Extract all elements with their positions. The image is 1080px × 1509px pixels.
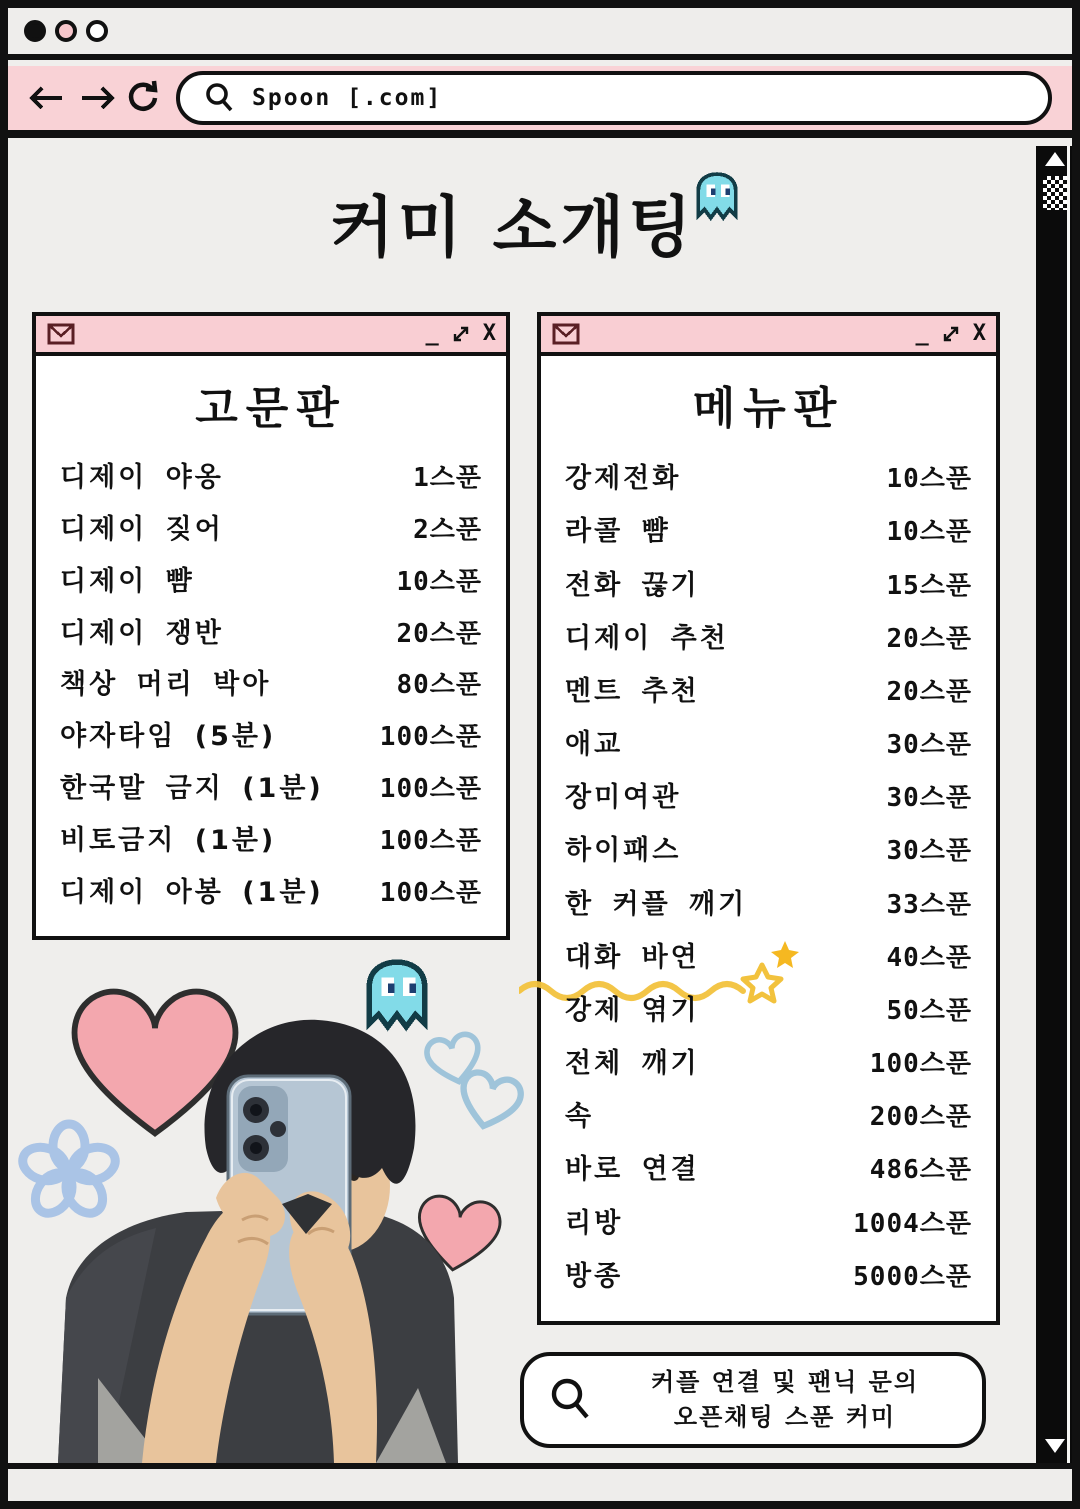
item-name: 디제이 뺨: [60, 565, 195, 597]
panel-gomun-titlebar: [36, 316, 506, 356]
item-price: 30스푼: [886, 730, 972, 761]
item-name: 방종: [565, 1260, 624, 1292]
item-name: 디제이 야옹: [60, 461, 224, 493]
item-name: 라콜 뺨: [565, 516, 671, 548]
menu-item-row: [60, 766, 482, 805]
contact-search-button[interactable]: [520, 1352, 986, 1448]
status-bar: [8, 1463, 1072, 1501]
page-content: [8, 146, 1072, 1463]
minimize-icon[interactable]: _: [915, 321, 929, 346]
contact-line2: 오픈채팅 스푼 커미: [673, 1403, 897, 1431]
reload-icon[interactable]: [124, 79, 162, 117]
menu-item-row: [565, 563, 972, 602]
item-price: 33스푼: [886, 889, 972, 920]
item-price: 50스푼: [886, 995, 972, 1026]
close-icon[interactable]: X: [482, 321, 496, 346]
item-price: 20스푼: [396, 618, 482, 649]
item-price: 2스푼: [413, 514, 482, 545]
item-price: 20스푼: [886, 623, 972, 654]
ghost-pixel-icon: [692, 166, 742, 228]
item-name: 디제이 아봉 (1분): [60, 877, 324, 909]
item-price: 15스푼: [886, 570, 972, 601]
browser-navbar: [8, 66, 1072, 138]
envelope-icon: [551, 321, 581, 347]
item-price: 1004스푼: [853, 1208, 972, 1239]
menu-item-row: [565, 988, 972, 1027]
contact-text: [612, 1365, 958, 1435]
menu-item-row: [60, 662, 482, 701]
menu-item-row: [565, 828, 972, 867]
item-name: 책상 머리 박아: [60, 669, 272, 701]
item-price: 486스푼: [869, 1155, 972, 1186]
item-price: 40스푼: [886, 942, 972, 973]
item-name: 속: [565, 1101, 595, 1133]
item-price: 10스푼: [396, 566, 482, 597]
selfie-photo: [46, 998, 470, 1463]
panel-menu-heading: 메뉴판: [692, 383, 845, 434]
menu-item-row: [60, 559, 482, 598]
item-name: 전화 끊기: [565, 569, 700, 601]
panel-gomun: [32, 312, 510, 940]
item-price: 100스푼: [379, 722, 482, 753]
item-name: 대화 바연: [565, 941, 700, 973]
menu-item-row: [565, 669, 972, 708]
menu-item-row: [565, 456, 972, 495]
scrollbar-edge: [1067, 146, 1070, 1463]
address-bar[interactable]: [176, 71, 1052, 125]
item-name: 전체 깨기: [565, 1048, 700, 1080]
item-name: 강제 엮기: [565, 994, 700, 1026]
item-price: 10스푼: [886, 464, 972, 495]
item-name: 한국말 금지 (1분): [60, 773, 324, 805]
menu-item-row: [565, 1041, 972, 1080]
address-text[interactable]: Spoon [.com]: [252, 85, 443, 111]
search-icon: [548, 1376, 592, 1424]
menu-item-row: [565, 509, 972, 548]
item-price: 30스푼: [886, 783, 972, 814]
menu-item-row: [565, 1147, 972, 1186]
item-name: 애교: [565, 729, 624, 761]
item-name: 디제이 쟁반: [60, 617, 224, 649]
scroll-down-icon[interactable]: [1045, 1439, 1065, 1453]
panel-menu: [537, 312, 1000, 1325]
item-name: 야자타임 (5분): [60, 721, 277, 753]
menu-item-row: [565, 1254, 972, 1293]
menu-item-row: [60, 611, 482, 650]
forward-arrow-icon[interactable]: [76, 81, 116, 115]
menu-item-row: [565, 1094, 972, 1133]
item-price: 100스푼: [869, 1049, 972, 1080]
window-titlebar: [8, 8, 1072, 60]
contact-line1: 커플 연결 및 팬닉 문의: [650, 1368, 920, 1397]
menu-item-row: [565, 616, 972, 655]
item-name: 리방: [565, 1207, 624, 1239]
resize-icon[interactable]: [451, 324, 471, 344]
item-name: 비토금지 (1분): [60, 825, 277, 857]
item-name: 하이패스: [565, 835, 682, 867]
resize-icon[interactable]: [941, 324, 961, 344]
back-arrow-icon[interactable]: [28, 81, 68, 115]
menu-item-row: [565, 882, 972, 921]
minimize-icon[interactable]: _: [425, 321, 439, 346]
menu-item-row: [565, 722, 972, 761]
item-name: 바로 연결: [565, 1154, 700, 1186]
envelope-icon: [46, 321, 76, 347]
item-price: 10스푼: [886, 517, 972, 548]
item-price: 100스푼: [379, 826, 482, 857]
item-price: 5000스푼: [853, 1261, 972, 1292]
item-price: 80스푼: [396, 670, 482, 701]
window-button-maximize-icon[interactable]: [86, 20, 108, 42]
item-price: 20스푼: [886, 676, 972, 707]
scroll-up-icon[interactable]: [1045, 152, 1065, 166]
item-name: 한 커플 깨기: [565, 888, 748, 920]
menu-item-row: [60, 870, 482, 909]
menu-item-row: [565, 1201, 972, 1240]
item-price: 30스푼: [886, 836, 972, 867]
menu-item-row: [60, 714, 482, 753]
panel-menu-rows: [541, 438, 996, 1321]
item-price: 100스푼: [379, 878, 482, 909]
menu-item-row: [60, 818, 482, 857]
item-price: 1스푼: [413, 462, 482, 493]
item-name: 디제이 짖어: [60, 513, 224, 545]
panel-gomun-heading: 고문판: [195, 383, 347, 434]
item-name: 멘트 추천: [565, 675, 700, 707]
menu-item-row: [565, 775, 972, 814]
item-price: 100스푼: [379, 774, 482, 805]
window-button-close-icon[interactable]: [24, 20, 46, 42]
panel-menu-titlebar: [541, 316, 996, 356]
scrollbar-thumb[interactable]: [1043, 176, 1067, 210]
menu-item-row: [60, 455, 482, 494]
page-title: 커미 소개팅: [330, 189, 696, 266]
item-price: 200스푼: [869, 1102, 972, 1133]
window-button-minimize-icon[interactable]: [55, 20, 77, 42]
menu-item-row-highlighted: [565, 935, 972, 974]
item-name: 장미여관: [565, 782, 682, 814]
panel-gomun-rows: [36, 438, 506, 936]
item-name: 강제전화: [565, 463, 682, 495]
scrollbar[interactable]: [1036, 146, 1072, 1463]
item-name: 디제이 추천: [565, 622, 729, 654]
search-icon: [204, 82, 234, 114]
menu-item-row: [60, 507, 482, 546]
window-buttons: [24, 20, 108, 42]
close-icon[interactable]: X: [972, 321, 986, 346]
